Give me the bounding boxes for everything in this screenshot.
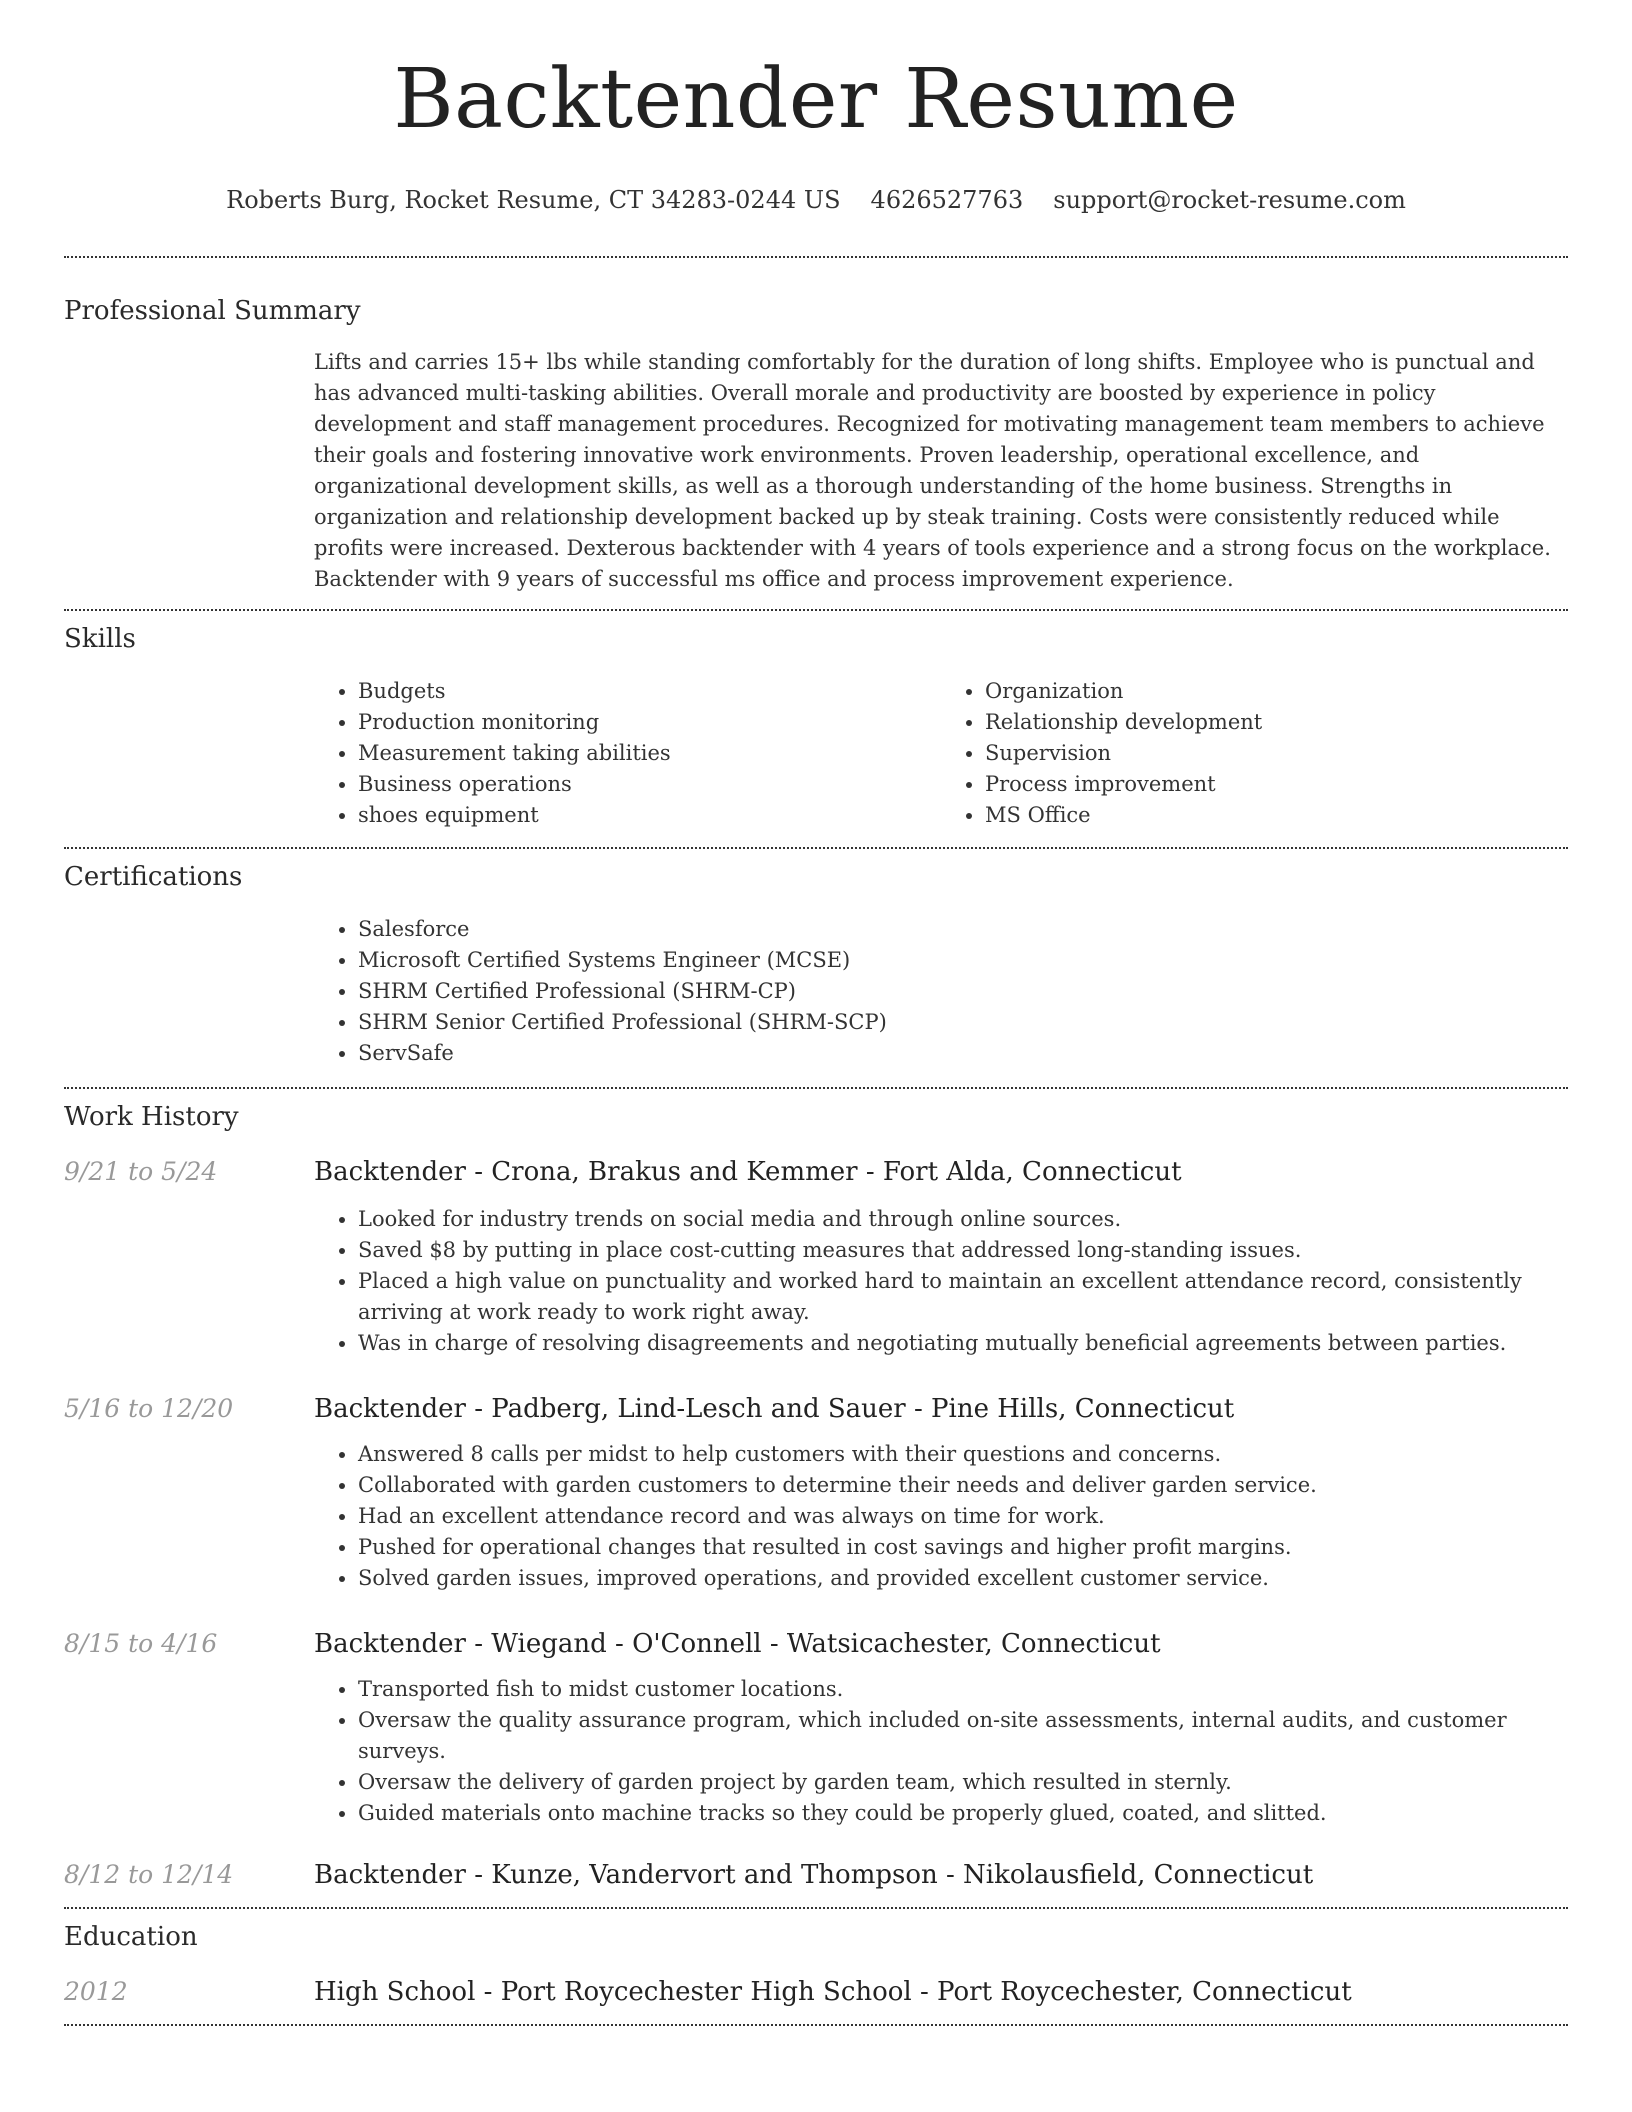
list-item: • Solved garden issues, improved operations, and provided excellent customer service. <box>358 1563 1568 1594</box>
summary-text: Lifts and carries 15+ lbs while standing comfortably for the duration of long shifts. Employee who is punctual and has advanced multi-tasking abilities. Overall morale and productivity are boosted by experience in policy development and staff management procedures. Recognized for motivating management team members to achieve their goals and fostering innovative work environments. Proven leadership, operational excellence, and organizational development skills, as well as a thorough understanding of the home business. Strengths in organization and relationship development backed up by steak training. Costs were consistently reduced while profits were increased. Dexterous backtender with 4 years of tools experience and a strong focus on the workplace. Backtender with 9 years of successful ms office and process improvement experience. <box>314 350 1551 591</box>
skills-list-left <box>314 676 941 831</box>
job-bullets <box>314 1674 1568 1829</box>
job-entry <box>64 1626 1568 1662</box>
work-history-divider <box>64 1907 1568 1909</box>
contact-address: Roberts Burg, Rocket Resume, CT 34283-0244 US <box>226 186 841 214</box>
contact-line <box>64 184 1568 216</box>
job-entry <box>64 1391 1568 1427</box>
list-item: • SHRM Senior Certified Professional (SHRM-SCP) <box>358 1007 1568 1038</box>
summary-divider <box>64 609 1568 611</box>
list-item: • Microsoft Certified Systems Engineer (MCSE) <box>358 945 1568 976</box>
list-item: • Looked for industry trends on social media and through online sources. <box>358 1204 1568 1235</box>
resume-title: Backtender Resume <box>393 52 1239 147</box>
job-dates: 8/12 to 12/14 <box>64 1860 234 1889</box>
header-divider <box>64 256 1568 258</box>
list-item: • MS Office <box>985 800 1568 831</box>
skills-list-right <box>941 676 1568 831</box>
job-entry <box>64 1857 1568 1893</box>
summary-section <box>64 294 1568 595</box>
job-bullets <box>314 1204 1568 1359</box>
work-history-heading: Work History <box>64 1102 239 1132</box>
list-item: • Organization <box>985 676 1568 707</box>
contact-phone: 4626527763 <box>870 186 1024 214</box>
certifications-list <box>314 914 1568 1069</box>
list-item: • Budgets <box>358 676 941 707</box>
certifications-heading: Certifications <box>64 862 243 892</box>
summary-heading: Professional Summary <box>64 296 361 326</box>
list-item: • Business operations <box>358 769 941 800</box>
list-item: • Collaborated with garden customers to determine their needs and deliver garden service. <box>358 1470 1568 1501</box>
certifications-section <box>64 860 1568 1069</box>
job-title: Backtender - Padberg, Lind-Lesch and Sauer - Pine Hills, Connecticut <box>314 1394 1235 1424</box>
education-heading: Education <box>64 1922 198 1952</box>
list-item: • Oversaw the quality assurance program, which included on-site assessments, internal audits, and customer surveys. <box>358 1705 1568 1767</box>
list-item: • Guided materials onto machine tracks so they could be properly glued, coated, and slitted. <box>358 1798 1568 1829</box>
job-title: Backtender - Wiegand - O'Connell - Watsicachester, Connecticut <box>314 1629 1161 1659</box>
list-item: • Answered 8 calls per midst to help customers with their questions and concerns. <box>358 1439 1568 1470</box>
list-item: • Relationship development <box>985 707 1568 738</box>
list-item: • Oversaw the delivery of garden project by garden team, which resulted in sternly. <box>358 1767 1568 1798</box>
list-item: • Measurement taking abilities <box>358 738 941 769</box>
list-item: • SHRM Certified Professional (SHRM-CP) <box>358 976 1568 1007</box>
job-title: Backtender - Crona, Brakus and Kemmer - Fort Alda, Connecticut <box>314 1157 1182 1187</box>
list-item: • Production monitoring <box>358 707 941 738</box>
work-history-section <box>64 1100 1568 1893</box>
list-item: • Salesforce <box>358 914 1568 945</box>
list-item: • Transported fish to midst customer locations. <box>358 1674 1568 1705</box>
list-item: • ServSafe <box>358 1038 1568 1069</box>
contact-email: support@rocket-resume.com <box>1053 186 1406 214</box>
education-year: 2012 <box>64 1977 128 2006</box>
list-item: • Placed a high value on punctuality and worked hard to maintain an excellent attendance record, consistently arriving at work ready to work right away. <box>358 1266 1568 1328</box>
job-dates: 5/16 to 12/20 <box>64 1394 234 1423</box>
skills-divider <box>64 847 1568 849</box>
education-divider <box>64 2024 1568 2026</box>
list-item: • Supervision <box>985 738 1568 769</box>
certifications-divider <box>64 1087 1568 1089</box>
job-bullets <box>314 1439 1568 1594</box>
job-dates: 9/21 to 5/24 <box>64 1157 218 1186</box>
list-item: • Was in charge of resolving disagreements and negotiating mutually beneficial agreements between parties. <box>358 1328 1568 1359</box>
list-item: • Had an excellent attendance record and was always on time for work. <box>358 1501 1568 1532</box>
education-section <box>64 1920 1568 2010</box>
list-item: • Pushed for operational changes that resulted in cost savings and higher profit margins. <box>358 1532 1568 1563</box>
skills-section <box>64 622 1568 831</box>
list-item: • shoes equipment <box>358 800 941 831</box>
job-title: Backtender - Kunze, Vandervort and Thompson - Nikolausfield, Connecticut <box>314 1860 1314 1890</box>
job-dates: 8/15 to 4/16 <box>64 1629 218 1658</box>
job-entry <box>64 1154 1568 1190</box>
education-title: High School - Port Roycechester High School - Port Roycechester, Connecticut <box>314 1977 1352 2007</box>
list-item: • Saved $8 by putting in place cost-cutting measures that addressed long-standing issues. <box>358 1235 1568 1266</box>
skills-heading: Skills <box>64 624 136 654</box>
list-item: • Process improvement <box>985 769 1568 800</box>
education-entry <box>64 1974 1568 2010</box>
